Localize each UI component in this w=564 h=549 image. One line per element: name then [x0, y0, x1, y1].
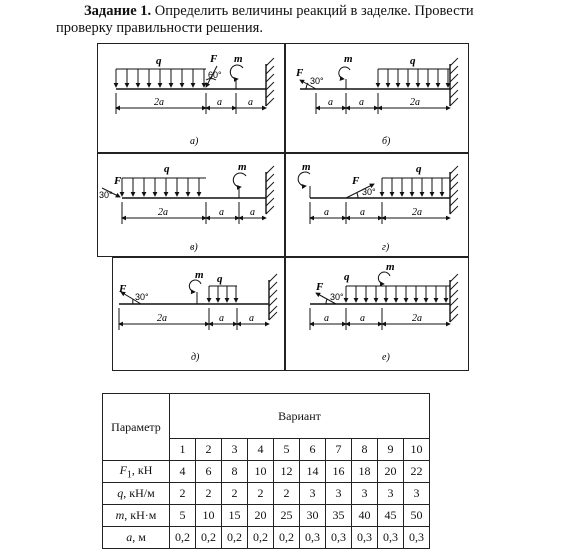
table-cell: 22: [404, 461, 430, 483]
variant-number: 6: [300, 439, 326, 461]
table-cell: 0,2: [170, 527, 196, 549]
diagram-b-figure: [286, 44, 470, 154]
diagram-d-dim-2: a: [219, 313, 224, 324]
parameters-table: [102, 393, 430, 549]
variant-number: 5: [274, 439, 300, 461]
variant-number: 9: [378, 439, 404, 461]
param-label: a, м: [103, 527, 170, 549]
diagram-b-f-label: F: [296, 67, 304, 79]
table-cell: 3: [326, 483, 352, 505]
diagram-a-dim-2: a: [217, 97, 222, 108]
table-row: [103, 483, 430, 505]
diagram-e: [285, 257, 469, 371]
diagram-d-angle: 30°: [135, 292, 149, 302]
diagram-a-f-label: F: [210, 53, 218, 65]
table-cell: 2: [222, 483, 248, 505]
diagram-e-caption: е): [382, 352, 390, 363]
table-row: [103, 527, 430, 549]
table-cell: 3: [300, 483, 326, 505]
diagram-v-q-label: q: [164, 163, 170, 175]
diagram-g-q-label: q: [416, 163, 422, 175]
table-cell: 14: [300, 461, 326, 483]
diagram-d-q-label: q: [217, 273, 223, 285]
diagram-b-q-label: q: [410, 55, 416, 67]
diagram-a-figure: [98, 44, 286, 154]
diagram-v-angle: 30°: [99, 190, 113, 200]
diagram-g-dim-2: a: [360, 207, 365, 218]
task-line-1: [56, 3, 536, 20]
diagram-a: [97, 43, 285, 153]
diagram-g-angle: 30°: [362, 187, 376, 197]
table-cell: 15: [222, 505, 248, 527]
table-cell: 0,3: [378, 527, 404, 549]
diagram-g-caption: г): [382, 242, 390, 253]
diagram-b-caption: б): [382, 136, 391, 147]
diagram-d-caption: д): [191, 352, 200, 363]
table-cell: 3: [404, 483, 430, 505]
table-cell: 2: [170, 483, 196, 505]
diagram-g-dim-1: a: [324, 207, 329, 218]
diagram-g-f-label: F: [352, 175, 360, 187]
diagram-d-f-label: F: [119, 283, 127, 295]
diagram-e-dim-2: a: [360, 313, 365, 324]
diagram-e-f-label: F: [316, 281, 324, 293]
diagram-a-m-label: m: [234, 53, 243, 65]
diagram-d: [112, 257, 285, 371]
table-cell: 0,2: [196, 527, 222, 549]
diagram-a-dim-1: 2a: [154, 97, 164, 108]
diagram-g-dim-3: 2a: [412, 207, 422, 218]
diagram-v-dim-3: a: [250, 207, 255, 218]
table-cell: 25: [274, 505, 300, 527]
diagram-v-dim-2: a: [219, 207, 224, 218]
variant-number: 2: [196, 439, 222, 461]
task-text-2: проверку правильности решения.: [56, 20, 263, 36]
diagram-b-dim-1: a: [328, 97, 333, 108]
diagram-v-caption: в): [190, 242, 198, 253]
table-cell: 6: [196, 461, 222, 483]
diagram-b: [285, 43, 469, 153]
variant-number: 10: [404, 439, 430, 461]
diagram-a-q-label: q: [156, 55, 162, 67]
param-header: Параметр: [103, 394, 170, 461]
table-cell: 5: [170, 505, 196, 527]
diagram-e-q-label: q: [344, 271, 350, 283]
table-cell: 20: [378, 461, 404, 483]
table-cell: 0,3: [404, 527, 430, 549]
diagram-e-dim-1: a: [324, 313, 329, 324]
diagram-b-m-label: m: [344, 53, 353, 65]
variant-number: 1: [170, 439, 196, 461]
table-cell: 8: [222, 461, 248, 483]
diagram-g: [285, 153, 469, 257]
diagram-e-angle: 30°: [330, 292, 344, 302]
variant-number: 7: [326, 439, 352, 461]
diagram-a-dim-3: a: [248, 97, 253, 108]
variant-header: Вариант: [170, 394, 430, 439]
param-label: q, кН/м: [103, 483, 170, 505]
table-cell: 0,3: [352, 527, 378, 549]
diagram-g-figure: [286, 154, 470, 258]
diagram-a-caption: а): [190, 136, 199, 147]
variant-number: 4: [248, 439, 274, 461]
diagram-b-angle: 30°: [310, 76, 324, 86]
diagram-e-dim-3: 2a: [412, 313, 422, 324]
table-cell: 0,3: [300, 527, 326, 549]
table-cell: 0,2: [222, 527, 248, 549]
table-cell: 20: [248, 505, 274, 527]
diagram-d-dim-1: 2a: [157, 313, 167, 324]
table-cell: 2: [196, 483, 222, 505]
table-cell: 2: [248, 483, 274, 505]
diagram-b-dim-3: 2a: [410, 97, 420, 108]
table-cell: 2: [274, 483, 300, 505]
diagram-v-figure: [98, 154, 286, 258]
diagram-b-dim-2: a: [359, 97, 364, 108]
table-cell: 12: [274, 461, 300, 483]
task-statement: [56, 3, 536, 37]
variant-number: 3: [222, 439, 248, 461]
table-cell: 45: [378, 505, 404, 527]
diagram-d-figure: [113, 258, 286, 372]
table-cell: 18: [352, 461, 378, 483]
diagram-a-angle: 60°: [208, 70, 222, 80]
table-row: [103, 505, 430, 527]
diagram-d-dim-3: a: [249, 313, 254, 324]
table-cell: 30: [300, 505, 326, 527]
task-text-1: Определить величины реакций в заделке. Провести: [151, 3, 474, 19]
table-cell: 40: [352, 505, 378, 527]
diagram-v: [97, 153, 285, 257]
table-cell: 50: [404, 505, 430, 527]
diagram-d-m-label: m: [195, 269, 204, 281]
table-cell: 0,2: [248, 527, 274, 549]
table-cell: 4: [170, 461, 196, 483]
diagram-e-figure: [286, 258, 470, 372]
table-cell: 3: [378, 483, 404, 505]
param-label: $F_1$, кН: [103, 461, 170, 483]
table-cell: 35: [326, 505, 352, 527]
table-cell: 0,3: [326, 527, 352, 549]
diagram-e-m-label: m: [386, 261, 395, 273]
task-title: Задание 1.: [84, 3, 152, 19]
table-cell: 0,2: [274, 527, 300, 549]
diagram-v-dim-1: 2a: [158, 207, 168, 218]
param-label: m, кН·м: [103, 505, 170, 527]
table-cell: 10: [248, 461, 274, 483]
table-cell: 3: [352, 483, 378, 505]
table-cell: 10: [196, 505, 222, 527]
diagram-v-f-label: F: [114, 175, 122, 187]
diagram-g-m-label: m: [302, 161, 311, 173]
table-row: [103, 461, 430, 483]
table-cell: 16: [326, 461, 352, 483]
variant-number: 8: [352, 439, 378, 461]
diagram-v-m-label: m: [238, 161, 247, 173]
